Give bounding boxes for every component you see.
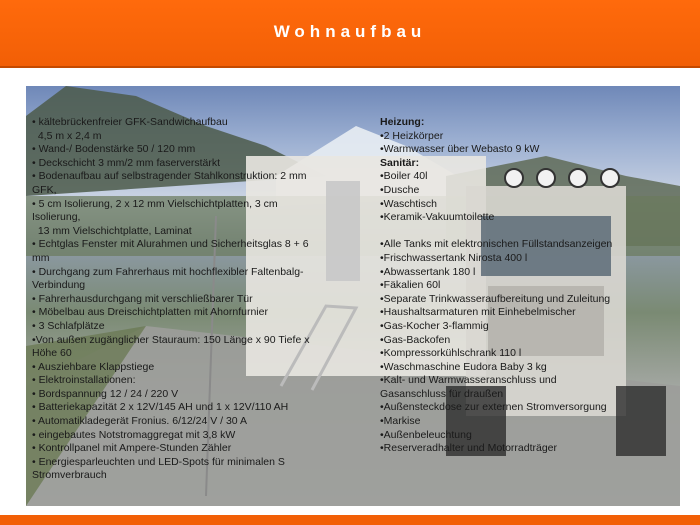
text-line: Gasanschluss für draußen bbox=[380, 387, 504, 400]
text-line: •Separate Trinkwasseraufbereitung und Zuleitung bbox=[380, 292, 611, 305]
text-line: GFK, bbox=[32, 183, 57, 196]
text-line: • Bodenaufbau auf selbstragender Stahlkonstruktion: 2 mm bbox=[32, 170, 307, 183]
footer-bar bbox=[0, 515, 700, 525]
text-line: • 3 Schlafplätze bbox=[32, 319, 105, 332]
text-line: •Haushaltsarmaturen mit Einhebelmischer bbox=[380, 306, 576, 319]
text-line: • 5 cm Isolierung, 2 x 12 mm Vielschichtplatten, 3 cm bbox=[32, 197, 278, 210]
header-bar bbox=[0, 0, 700, 68]
text-line: •Von außen zugänglicher Stauraum: 150 Länge x 90 Tiefe x bbox=[32, 333, 310, 346]
text-line: •Dusche bbox=[380, 183, 420, 196]
text-line: 4,5 m x 2,4 m bbox=[32, 129, 102, 142]
page-title: Wohnaufbau bbox=[273, 22, 427, 41]
text-line: •Fäkalien 60l bbox=[380, 279, 441, 292]
text-line: •Waschmaschine Eudora Baby 3 kg bbox=[380, 360, 547, 373]
text-line: •Kompressorkühlschrank 110 l bbox=[380, 347, 522, 360]
text-line: • Kontrollpanel mit Ampere-Stunden Zähler bbox=[32, 442, 232, 455]
text-line: • Echtglas Fenster mit Alurahmen und Sicherheitsglas 8 + 6 bbox=[32, 238, 309, 251]
text-line: • Energiesparleuchten und LED-Spots für minimalen S bbox=[32, 455, 285, 468]
text-line: • Durchgang zum Fahrerhaus mit hochflexibler Faltenbalg- bbox=[32, 265, 304, 278]
text-line: •Abwassertank 180 l bbox=[380, 265, 476, 278]
text-line: Isolierung, bbox=[32, 211, 81, 224]
text-line: • Automatikladegerät Fronius. 6/12/24 V / 30 A bbox=[32, 415, 247, 428]
text-line: •Gas-Kocher 3-flammig bbox=[380, 319, 489, 332]
text-line: • Ausziehbare Klappstiege bbox=[32, 360, 155, 373]
text-line: • Möbelbau aus Dreischichtplatten mit Ahornfurnier bbox=[32, 306, 268, 319]
text-line: • eingebautes Notstromaggregat mit 3,8 kW bbox=[32, 428, 236, 441]
text-line: • Fahrerhausdurchgang mit verschließbarer Tür bbox=[32, 292, 253, 305]
text-line: •Warmwasser über Webasto 9 kW bbox=[380, 143, 540, 156]
text-line: •2 Heizkörper bbox=[380, 129, 444, 142]
text-line: •Boiler 40l bbox=[380, 170, 428, 183]
text-line: Höhe 60 bbox=[32, 347, 72, 360]
text-line: 13 mm Vielschichtplatte, Laminat bbox=[32, 224, 192, 237]
text-line: •Kalt- und Warmwasseranschluss und bbox=[380, 374, 557, 387]
text-line: •Frischwassertank Nirosta 400 l bbox=[380, 251, 528, 264]
text-line: • Batteriekapazität 2 x 12V/145 AH und 1 x 12V/110 AH bbox=[32, 401, 289, 414]
text-line: • Elektroinstallationen: bbox=[32, 374, 136, 387]
text-line: • kältebrückenfreier GFK-Sandwichaufbau bbox=[32, 116, 228, 128]
text-line: Verbindung bbox=[32, 279, 86, 292]
text-line: • Wand-/ Bodenstärke 50 / 120 mm bbox=[32, 143, 196, 156]
text-line: •Außenbeleuchtung bbox=[380, 428, 472, 441]
text-line: mm bbox=[32, 251, 50, 264]
text-line: •Waschtisch bbox=[380, 197, 437, 210]
text-line: •Gas-Backofen bbox=[380, 333, 451, 346]
text-line: •Reserveradhalter und Motorradträger bbox=[380, 442, 558, 455]
text-line: •Keramik-Vakuumtoilette bbox=[380, 211, 495, 224]
text-line: •Alle Tanks mit elektronischen Füllstandsanzeigen bbox=[380, 238, 613, 251]
text-line: Stromverbrauch bbox=[32, 469, 107, 482]
text-line: •Markise bbox=[380, 415, 421, 428]
text-line: • Bordspannung 12 / 24 / 220 V bbox=[32, 387, 179, 400]
text-line: •Außensteckdose zur externen Stromversorgung bbox=[380, 401, 607, 414]
text-line: • Deckschicht 3 mm/2 mm faserverstärkt bbox=[32, 156, 221, 169]
text-line: Sanitär: bbox=[380, 156, 420, 169]
text-line: Heizung: bbox=[380, 116, 425, 128]
left-column bbox=[32, 116, 344, 483]
text-line bbox=[380, 225, 680, 239]
right-column bbox=[380, 116, 680, 456]
